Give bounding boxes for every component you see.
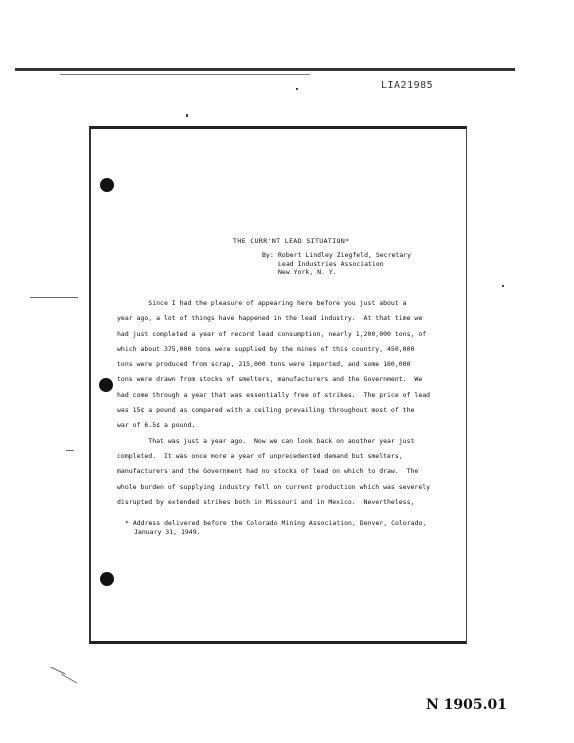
- body-line: year ago, a lot of things have happened in the lead industry. At that time we: [117, 314, 423, 323]
- body-line: tons were drawn from stocks of smelters, manufacturers and the Government. We: [117, 375, 423, 384]
- byline-author: Robert Lindley Ziegfeld, Secretary: [278, 251, 412, 259]
- margin-mark: [51, 667, 66, 675]
- margin-mark: [61, 674, 77, 684]
- footnote: [125, 519, 426, 536]
- body-line: That was just a year ago. Now we can look back on another year just: [117, 436, 415, 445]
- byline-organization: Lead Industries Association: [278, 259, 384, 268]
- letter-body: [117, 296, 447, 510]
- margin-mark: [30, 297, 78, 298]
- body-line: had just completed a year of record lead consumption, nearly 1,200,000 tons, of: [117, 329, 427, 338]
- body-line: which about 375,000 tons were supplied by the mines of this country, 450,000: [117, 344, 415, 353]
- body-line: had come through a year that was essentially free of strikes. The price of lead: [117, 390, 431, 399]
- binder-hole-top: [100, 178, 114, 192]
- body-line: war of 6.5¢ a pound.: [117, 421, 196, 430]
- body-line: tons were produced from scrap, 215,000 tons were imported, and some 160,000: [117, 360, 411, 369]
- body-line: Since I had the pleasure of appearing here before you just about a: [117, 299, 407, 307]
- byline-label: By:: [262, 251, 274, 259]
- byline-author-line: [262, 251, 411, 260]
- body-line: completed. It was once more a year of unprecedented demand but smelters,: [117, 451, 403, 460]
- speck: [502, 285, 504, 287]
- footnote-line: * Address delivered before the Colorado Mining Association, Denver, Colorado,: [125, 519, 427, 527]
- page-number: N 1905.01: [426, 697, 507, 713]
- body-line: whole burden of supplying industry fell on current production which was severely: [117, 482, 431, 491]
- binder-hole-bottom: [100, 572, 114, 586]
- body-line: was 15¢ a pound as compared with a ceiling prevailing throughout most of the: [117, 406, 415, 415]
- letter-title: THE CURR'NT LEAD SITUATION*: [233, 237, 350, 245]
- speck: [296, 88, 298, 90]
- body-line: manufacturers and the Government had no stocks of lead on which to draw. The: [117, 467, 419, 476]
- margin-mark: [66, 450, 74, 451]
- byline-block: [262, 251, 411, 277]
- scan-top-rule-faint: [60, 74, 310, 75]
- body-line: disrupted by extended strikes both in Missouri and in Mexico. Nevertheless,: [117, 497, 415, 506]
- scan-top-rule: [15, 68, 515, 71]
- byline-location: New York, N. Y.: [278, 268, 337, 276]
- footnote-line: January 31, 1949.: [134, 527, 201, 536]
- speck: [186, 114, 188, 117]
- document-id: LIA21985: [381, 80, 434, 91]
- binder-hole-middle: [99, 378, 113, 392]
